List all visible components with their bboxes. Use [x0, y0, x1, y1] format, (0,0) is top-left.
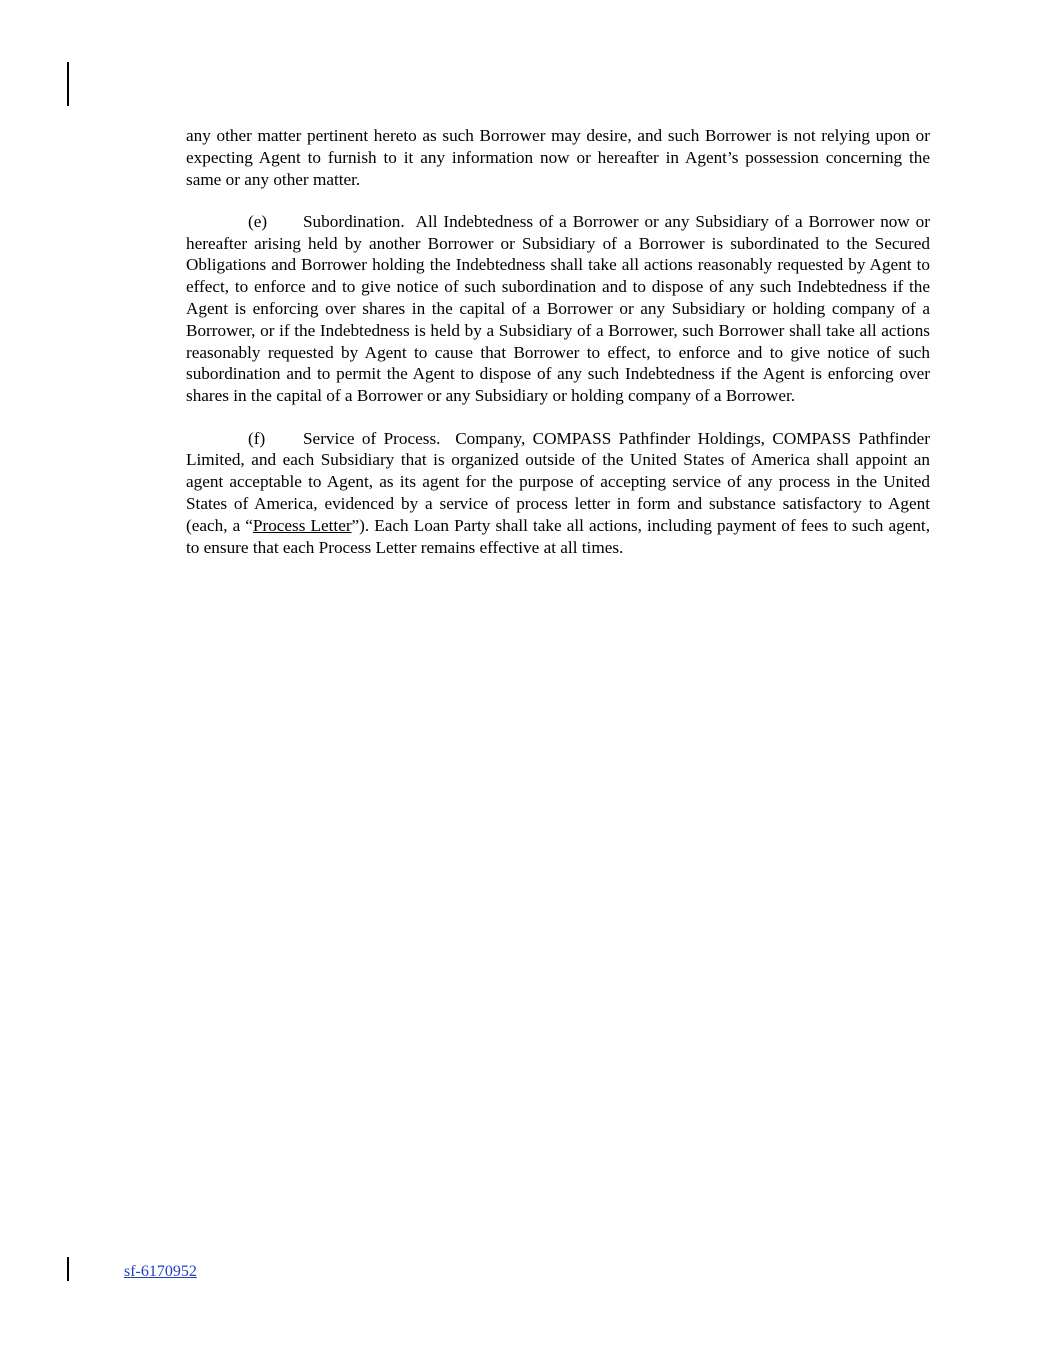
paragraph-f-text-before: Company, COMPASS Pathfinder Holdings, COMPASS Pathfinder Limited, and each Subsidiary that is organized outside of the United States of America shall appoint an agent acceptable to Agent, as its agent for the purpose of accepting service of any process in the United States of America, evidenced by a service of process letter in form and substance satisfactory to Agent (each, a “: [186, 428, 931, 535]
paragraph-f-number: (f): [248, 428, 266, 448]
paragraph-e-text: All Indebtedness of a Borrower or any Subsidiary of a Borrower now or hereafter arising held by another Borrower or Subsidiary of a Borrower is subordinated to the Secured Obligations and Borrower holding the Indebtedness shall take all actions reasonably requested by Agent to effect, to enforce and to give notice of such subordination and to dispose of any such Indebtedness if the Agent is enforcing over shares in the capital of a Borrower or any Subsidiary or holding company of a Borrower, or if the Indebtedness is held by a Subsidiary of a Borrower, such Borrower shall take all actions reasonably requested by Agent to cause that Borrower to effect, to enforce and to give notice of such subordination and to permit the Agent to dispose of any such Indebtedness if the Agent is enforcing over shares in the capital of a Borrower or any Subsidiary or holding company of a Borrower.: [186, 211, 930, 406]
paragraph-e: [186, 211, 930, 407]
paragraph-f: [186, 428, 930, 559]
change-bar-bottom: [67, 1257, 69, 1281]
paragraph-f-heading: Service of Process.: [303, 428, 441, 448]
paragraph-d-continuation: any other matter pertinent hereto as such Borrower may desire, and such Borrower is not relying upon or expecting Agent to furnish to it any information now or hereafter in Agent’s possession concerning the same or any other matter.: [186, 126, 930, 189]
paragraph-e-heading: Subordination.: [303, 211, 405, 231]
paragraph-e-number: (e): [248, 211, 268, 231]
footer-document-reference-link[interactable]: sf-6170952: [124, 1263, 197, 1280]
paragraph-f-text-after: ”). Each Loan Party shall take all actions, including payment of fees to such agent, to ensure that each Process Letter remains effective at all times.: [186, 515, 930, 557]
defined-term-process-letter: Process Letter: [252, 515, 352, 535]
change-bar-top: [67, 62, 69, 106]
document-body: [186, 125, 930, 558]
